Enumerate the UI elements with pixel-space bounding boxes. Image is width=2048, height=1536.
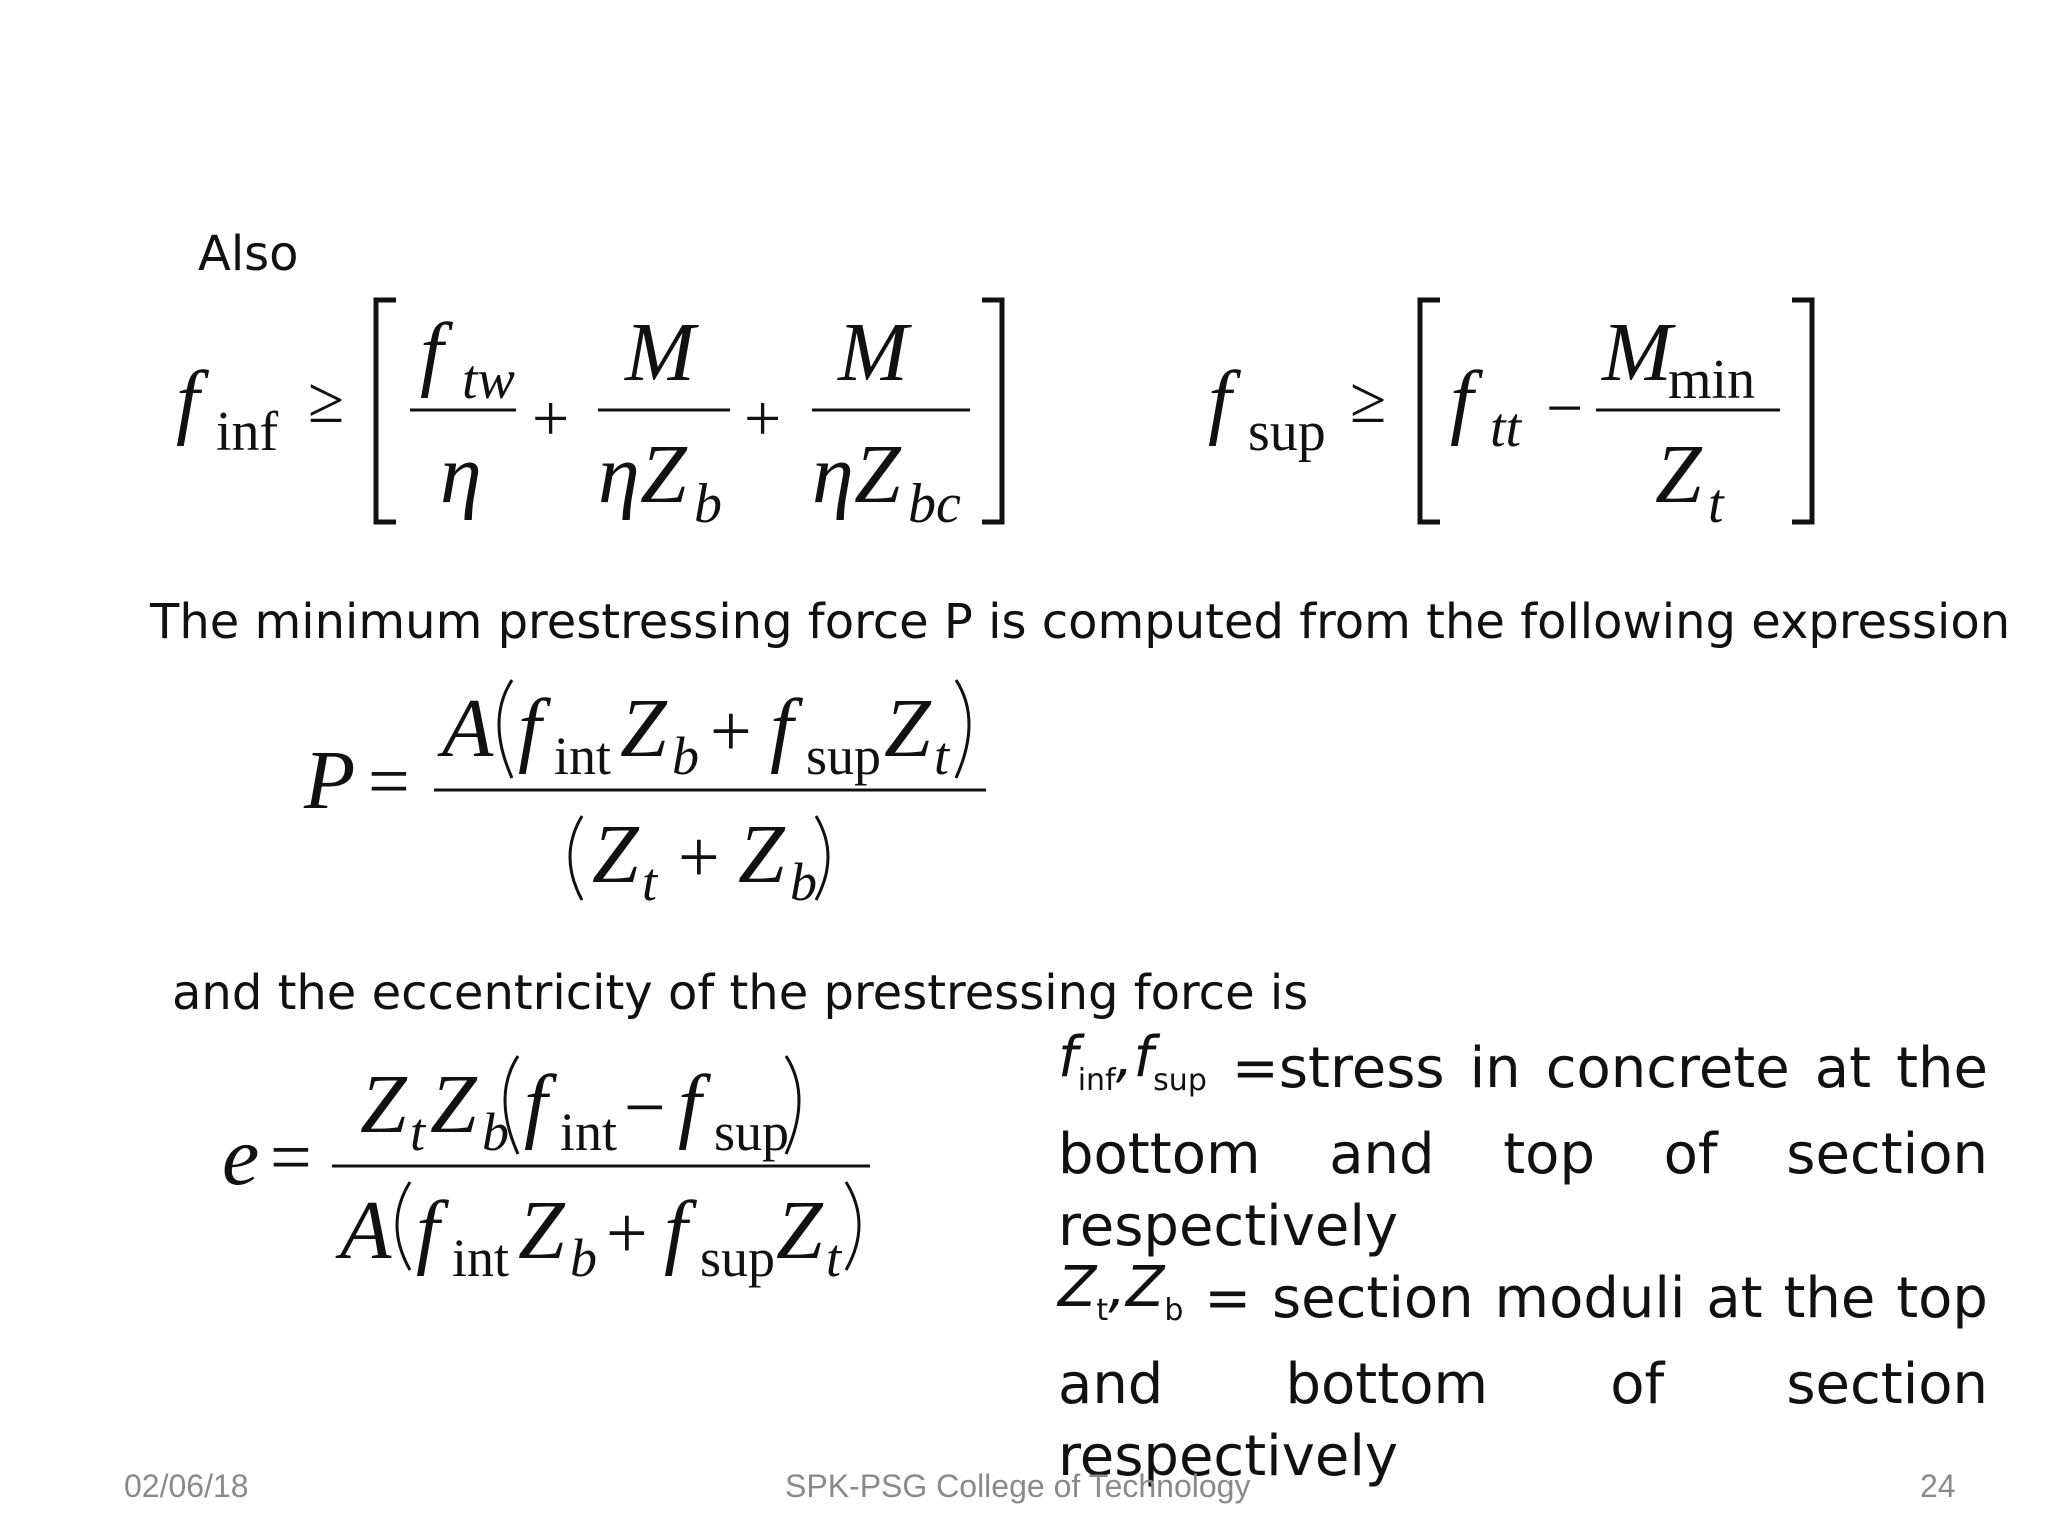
right-paren: [956, 680, 969, 778]
definition-word: section: [1271, 1266, 1474, 1331]
f-sup-symbol: f: [1133, 1024, 1154, 1090]
eccentricity-equation: [220, 1036, 900, 1286]
z-b-subscript: b: [482, 1102, 509, 1162]
z-b-symbol: Z: [1125, 1254, 1165, 1320]
f-int-symbol: f: [524, 1058, 548, 1151]
definition-stress-line-1: [1058, 1026, 1988, 1112]
definition-word: and: [1058, 1352, 1164, 1417]
moduli-symbols: [1058, 1254, 1184, 1340]
z-t-subscript: t: [410, 1102, 426, 1162]
z-bc-subscript: bc: [908, 473, 961, 535]
z-symbol: Z: [854, 428, 901, 521]
left-paren: [499, 680, 512, 778]
area-symbol: A: [340, 1184, 392, 1277]
comma: ,: [1108, 1254, 1126, 1320]
f-tw-subscript: tw: [462, 349, 515, 411]
definition-word: concrete: [1545, 1036, 1790, 1101]
eta-symbol: η: [598, 428, 640, 521]
eccentricity-intro: and the eccentricity of the prestressing force is: [172, 965, 1309, 1021]
symbol-definitions: [1058, 1024, 1988, 1489]
f-inf-subscript: inf: [1077, 1062, 1116, 1098]
z-b-symbol: Z: [518, 1184, 565, 1277]
definition-word: at: [1814, 1036, 1872, 1101]
definition-moduli-line-2: [1058, 1342, 1988, 1428]
definition-word: top: [1896, 1266, 1988, 1331]
f-inf-symbol: f: [176, 354, 200, 447]
definition-word: at: [1706, 1266, 1763, 1331]
z-t-subscript: t: [1096, 1292, 1109, 1328]
right-paren: [816, 816, 828, 900]
right-paren: [846, 1182, 859, 1270]
eta-symbol: η: [812, 428, 854, 521]
f-int-symbol: f: [518, 682, 542, 775]
left-paren: [397, 1182, 410, 1270]
definition-word: and: [1329, 1122, 1435, 1187]
z-symbol: Z: [640, 428, 687, 521]
m-min-subscript: min: [1668, 349, 1756, 411]
equals-sign: =: [368, 741, 410, 823]
f-sup-condition-equation: [1200, 280, 1840, 540]
definition-word: bottom: [1285, 1352, 1489, 1417]
m-min-symbol: M: [1602, 306, 1672, 399]
definition-word: moduli: [1494, 1266, 1686, 1331]
z-t-subscript: t: [826, 1228, 842, 1288]
z-t-symbol: Z: [360, 1058, 407, 1151]
definition-word: of: [1663, 1122, 1718, 1187]
definition-word: =: [1204, 1266, 1252, 1331]
left-bracket: [1420, 300, 1440, 522]
definition-word: of: [1610, 1352, 1665, 1417]
footer-date: 02/06/18: [124, 1468, 249, 1504]
z-t-subscript: t: [934, 726, 950, 786]
definition-stress-line-3: [1058, 1194, 1988, 1259]
plus-sign: +: [678, 817, 720, 899]
z-b-symbol: Z: [430, 1058, 477, 1151]
definition-word: in: [1469, 1036, 1521, 1101]
p-symbol: P: [304, 734, 356, 827]
z-b-symbol: Z: [738, 808, 785, 901]
z-t-symbol: Z: [884, 682, 931, 775]
z-b-subscript: b: [790, 852, 817, 912]
geq-sign: ≥: [308, 364, 345, 437]
f-sup-symbol: f: [664, 1184, 688, 1277]
moment-symbol: M: [838, 306, 908, 399]
f-tt-subscript: tt: [1490, 397, 1522, 459]
also-label: Also: [198, 226, 299, 282]
z-t-subscript: t: [642, 852, 658, 912]
equals-sign: =: [270, 1117, 312, 1199]
f-sup-subscript: sup: [806, 726, 882, 786]
z-b-subscript: b: [694, 473, 722, 535]
footer-institution: SPK-PSG College of Technology: [785, 1468, 1251, 1504]
f-sup-symbol: f: [678, 1058, 702, 1151]
z-t-subscript: t: [1708, 473, 1724, 535]
z-b-subscript: b: [1164, 1292, 1184, 1328]
plus-sign: +: [744, 382, 782, 455]
left-bracket: [376, 300, 396, 522]
definition-word: section: [1786, 1352, 1988, 1417]
comma: ,: [1115, 1024, 1134, 1090]
z-t-symbol: Z: [592, 808, 639, 901]
z-b-symbol: Z: [620, 682, 667, 775]
right-bracket: [982, 300, 1002, 522]
f-int-subscript: int: [452, 1228, 510, 1288]
plus-sign: +: [532, 382, 570, 455]
definition-word: respectively: [1058, 1424, 1399, 1489]
f-inf-condition-equation: [170, 280, 1050, 540]
z-b-subscript: b: [570, 1228, 597, 1288]
f-int-subscript: int: [560, 1102, 618, 1162]
definition-moduli-line-1: [1058, 1256, 1988, 1342]
prestress-force-intro: The minimum prestressing force P is computed from the following expression: [150, 594, 2011, 650]
f-int-subscript: int: [554, 726, 612, 786]
definition-word: =stress: [1231, 1036, 1445, 1101]
z-t-symbol: Z: [776, 1184, 823, 1277]
left-paren: [570, 816, 582, 900]
definition-word: top: [1503, 1122, 1595, 1187]
page-number: 24: [1920, 1468, 1956, 1504]
minus-sign: −: [1546, 372, 1584, 445]
f-sup-subscript: sup: [1153, 1062, 1207, 1098]
definition-word: section: [1786, 1122, 1988, 1187]
z-b-subscript: b: [672, 726, 699, 786]
e-symbol: e: [222, 1110, 260, 1203]
f-sup-symbol: f: [1208, 354, 1232, 447]
f-inf-subscript: inf: [216, 401, 279, 463]
definition-word: the: [1896, 1036, 1988, 1101]
area-symbol: A: [442, 682, 494, 775]
f-tt-symbol: f: [1450, 354, 1474, 447]
plus-sign: +: [710, 691, 752, 773]
stress-symbols: [1058, 1024, 1207, 1110]
plus-sign: +: [606, 1193, 648, 1275]
minus-sign: −: [624, 1067, 666, 1149]
f-tw-symbol: f: [420, 306, 444, 399]
f-sup-subscript: sup: [714, 1102, 790, 1162]
f-sup-subscript: sup: [1248, 401, 1326, 463]
right-bracket: [1792, 300, 1812, 522]
prestress-force-equation: [300, 660, 1020, 910]
f-int-symbol: f: [416, 1184, 440, 1277]
definition-word: the: [1783, 1266, 1876, 1331]
moment-symbol: M: [625, 306, 695, 399]
f-inf-symbol: f: [1058, 1024, 1078, 1090]
f-sup-symbol: f: [770, 682, 794, 775]
geq-sign: ≥: [1350, 364, 1387, 437]
definition-word: bottom: [1058, 1122, 1261, 1187]
eta-symbol: η: [440, 428, 482, 521]
definition-word: respectively: [1058, 1194, 1399, 1259]
z-t-symbol: Z: [1655, 428, 1702, 521]
z-t-symbol: Z: [1058, 1254, 1097, 1320]
definition-stress-line-2: [1058, 1112, 1988, 1198]
f-sup-subscript: sup: [700, 1228, 776, 1288]
